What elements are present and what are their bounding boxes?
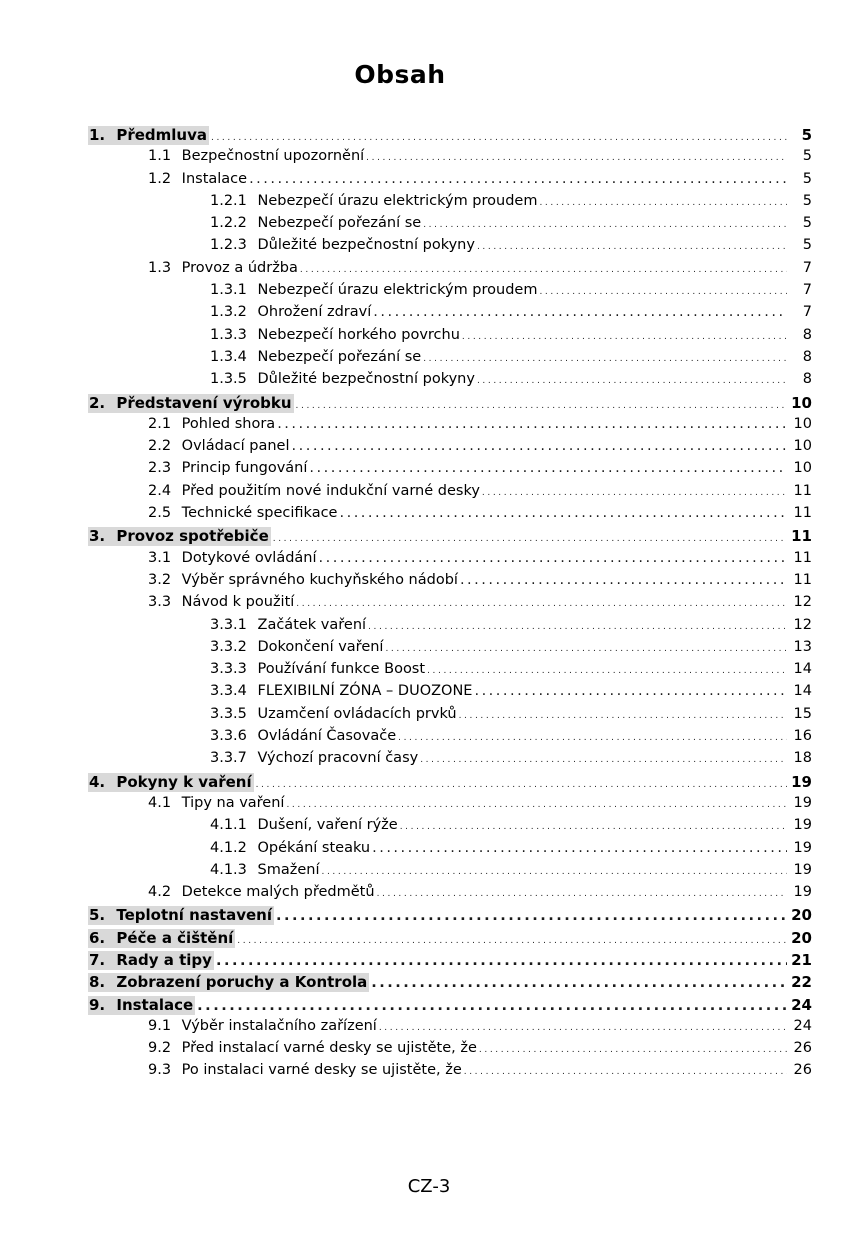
toc-entry-label: Před instalací varné desky se ujistěte, že	[177, 1040, 477, 1057]
toc-entry-number: 1.3.4	[210, 348, 247, 365]
toc-entry-label: Technické specifikace	[177, 505, 338, 522]
toc-entry-number: 1.2.1	[210, 192, 247, 209]
toc-entry	[88, 438, 812, 460]
toc-entry	[88, 906, 812, 928]
toc-entry-page: 21	[791, 950, 812, 969]
toc-entry-number: 2.3	[148, 460, 172, 477]
toc-entry-text	[210, 282, 537, 298]
toc-entry-page: 19	[793, 839, 812, 856]
toc-entry	[88, 193, 812, 215]
toc-entry	[88, 527, 812, 549]
toc-entry	[88, 304, 812, 326]
toc-leader-dots	[309, 460, 787, 476]
toc-entry-number: 9.	[89, 995, 106, 1014]
toc-leader-dots	[339, 505, 787, 521]
toc-leader-dots	[539, 282, 787, 298]
toc-entry-page: 14	[793, 683, 812, 700]
toc-entry-page: 10	[793, 438, 812, 455]
toc-entry-page: 12	[793, 594, 812, 611]
toc-leader-dots	[296, 594, 787, 610]
toc-entry-page: 19	[793, 794, 812, 811]
toc-entry-page: 13	[793, 638, 812, 655]
toc-entry-page: 11	[793, 549, 812, 566]
toc-entry-label: Ohrožení zdraví	[252, 304, 372, 321]
toc-leader-dots	[539, 193, 787, 209]
toc-entry	[88, 1018, 812, 1040]
toc-entry-text	[88, 394, 294, 413]
toc-entry	[88, 706, 812, 728]
toc-entry-text	[210, 617, 366, 633]
toc-leader-dots	[423, 349, 787, 365]
toc-entry-label: Představení výrobku	[111, 393, 292, 412]
toc-entry-page: 8	[802, 371, 812, 388]
toc-entry-label: Bezpečnostní upozornění	[177, 148, 365, 165]
toc-entry	[88, 327, 812, 349]
toc-entry	[88, 973, 812, 995]
toc-entry-text	[148, 416, 275, 432]
toc-leader-dots	[459, 706, 787, 722]
toc-entry-text	[210, 750, 418, 766]
toc-entry-label: Dotykové ovládání	[177, 549, 317, 566]
toc-entry	[88, 884, 812, 906]
toc-entry-page: 14	[793, 661, 812, 678]
toc-entry-page: 11	[793, 505, 812, 522]
toc-entry-text	[210, 327, 460, 343]
toc-entry-number: 8.	[89, 973, 106, 992]
toc-entry	[88, 817, 812, 839]
toc-leader-dots	[197, 996, 787, 1014]
toc-entry-text	[148, 1040, 477, 1056]
toc-entry-page: 10	[793, 415, 812, 432]
toc-entry-text	[210, 661, 425, 677]
toc-entry-page: 5	[802, 192, 812, 209]
toc-entry-text	[210, 349, 421, 365]
toc-leader-dots	[211, 126, 787, 144]
toc-entry-text	[148, 884, 375, 900]
toc-entry-number: 9.3	[148, 1062, 172, 1079]
toc-entry-number: 3.3.2	[210, 638, 247, 655]
toc-entry-page: 12	[793, 616, 812, 633]
toc-entry	[88, 951, 812, 973]
toc-entry-text	[148, 438, 290, 454]
toc-entry-label: Před použitím nové indukční varné desky	[177, 482, 480, 499]
toc-entry-number: 1.1	[148, 148, 172, 165]
toc-leader-dots	[423, 215, 787, 231]
toc-entry-text	[210, 193, 537, 209]
toc-leader-dots	[372, 840, 787, 856]
toc-entry	[88, 728, 812, 750]
toc-entry-number: 3.3.7	[210, 750, 247, 767]
toc-entry-number: 1.	[89, 126, 106, 144]
toc-entry-number: 5.	[89, 906, 106, 925]
toc-entry-number: 9.2	[148, 1040, 172, 1057]
toc-leader-dots	[296, 394, 787, 412]
toc-leader-dots	[385, 639, 787, 655]
toc-entry-text	[148, 171, 247, 187]
toc-entry-number: 2.4	[148, 482, 172, 499]
toc-entry-page: 16	[793, 728, 812, 745]
toc-leader-dots	[216, 951, 787, 969]
toc-entry-text	[210, 215, 421, 231]
toc-entry	[88, 773, 812, 795]
toc-leader-dots	[379, 1018, 787, 1034]
toc-entry-label: Nebezpečí pořezání se	[252, 348, 422, 365]
toc-entry-number: 4.1.1	[210, 817, 247, 834]
toc-entry-page: 7	[802, 304, 812, 321]
toc-entry-page: 15	[793, 705, 812, 722]
toc-leader-dots	[462, 327, 787, 343]
toc-entry-label: Rady a tipy	[111, 950, 212, 969]
toc-entry-page: 19	[793, 884, 812, 901]
toc-entry-page: 10	[791, 393, 812, 412]
toc-entry-label: Opékání steaku	[252, 839, 371, 856]
toc-entry-page: 8	[802, 348, 812, 365]
toc-entry	[88, 371, 812, 393]
toc-entry-page: 22	[791, 973, 812, 992]
toc-entry-label: Nebezpečí úrazu elektrickým proudem	[252, 282, 538, 299]
toc-entry-label: FLEXIBILNÍ ZÓNA – DUOZONE	[252, 683, 473, 700]
toc-entry	[88, 639, 812, 661]
toc-entry-number: 3.3.4	[210, 683, 247, 700]
toc-entry-page: 5	[802, 148, 812, 165]
toc-entry	[88, 594, 812, 616]
toc-entry-number: 2.	[89, 393, 106, 412]
toc-entry-number: 1.3	[148, 259, 172, 276]
toc-entry-page: 20	[791, 928, 812, 947]
toc-entry-label: Dokončení vaření	[252, 638, 384, 655]
toc-entry-number: 9.1	[148, 1017, 172, 1034]
toc-entry-label: Zobrazení poruchy a Kontrola	[111, 973, 368, 992]
toc-entry	[88, 126, 812, 148]
toc-entry-text	[88, 126, 209, 145]
toc-entry-text	[210, 706, 457, 722]
toc-entry-label: Dušení, vaření rýže	[252, 817, 398, 834]
toc-leader-dots	[377, 884, 787, 900]
toc-leader-dots	[300, 260, 787, 276]
toc-entry	[88, 862, 812, 884]
toc-entry	[88, 795, 812, 817]
table-of-contents	[88, 126, 812, 1085]
toc-entry-number: 1.3.3	[210, 326, 247, 343]
toc-leader-dots	[292, 438, 787, 454]
toc-entry-label: Pohled shora	[177, 415, 276, 432]
toc-entry-text	[88, 929, 235, 948]
toc-entry	[88, 483, 812, 505]
toc-leader-dots	[286, 795, 787, 811]
toc-entry-label: Ovládací panel	[177, 438, 290, 455]
toc-entry-text	[148, 1062, 462, 1078]
toc-entry-page: 10	[793, 460, 812, 477]
toc-leader-dots	[420, 750, 787, 766]
toc-entry-number: 7.	[89, 950, 106, 969]
toc-entry-text	[210, 683, 472, 699]
toc-entry-label: Po instalaci varné desky se ujistěte, že	[177, 1062, 462, 1079]
toc-leader-dots	[249, 171, 787, 187]
toc-entry	[88, 148, 812, 170]
toc-entry-label: Ovládání Časovače	[252, 728, 397, 745]
toc-entry-label: Smažení	[252, 861, 320, 878]
toc-entry-number: 3.3.5	[210, 705, 247, 722]
toc-entry-text	[210, 817, 398, 833]
toc-entry-page: 11	[791, 527, 812, 546]
toc-entry-label: Předmluva	[111, 126, 208, 144]
toc-entry-label: Návod k použití	[177, 594, 295, 611]
toc-entry-text	[148, 550, 317, 566]
toc-entry-number: 3.3	[148, 594, 172, 611]
page-footer: CZ-3	[407, 1176, 451, 1197]
toc-entry-label: Tipy na vaření	[177, 794, 285, 811]
toc-entry-page: 26	[793, 1062, 812, 1079]
toc-entry-number: 4.1.3	[210, 861, 247, 878]
toc-leader-dots	[276, 906, 787, 924]
toc-entry-number: 3.3.6	[210, 728, 247, 745]
toc-entry-label: Instalace	[177, 170, 248, 187]
toc-entry	[88, 260, 812, 282]
toc-entry-text	[210, 862, 319, 878]
toc-leader-dots	[237, 929, 787, 947]
toc-entry-label: Detekce malých předmětů	[177, 884, 375, 901]
toc-entry-number: 3.3.3	[210, 661, 247, 678]
toc-entry-page: 19	[791, 772, 812, 791]
toc-entry-number: 2.5	[148, 505, 172, 522]
toc-leader-dots	[427, 661, 787, 677]
toc-entry-text	[148, 572, 458, 588]
toc-entry-text	[88, 951, 214, 970]
toc-entry-text	[210, 237, 475, 253]
toc-entry-label: Teplotní nastavení	[111, 906, 272, 925]
toc-entry-number: 6.	[89, 928, 106, 947]
toc-entry	[88, 661, 812, 683]
toc-entry	[88, 750, 812, 772]
toc-entry-page: 20	[791, 906, 812, 925]
toc-entry-label: Důležité bezpečnostní pokyny	[252, 371, 475, 388]
page-title: Obsah	[354, 60, 446, 89]
toc-entry-page: 11	[793, 571, 812, 588]
toc-leader-dots	[474, 683, 787, 699]
toc-entry-label: Pokyny k vaření	[111, 772, 252, 791]
toc-leader-dots	[273, 527, 787, 545]
toc-entry-label: Instalace	[111, 995, 194, 1014]
toc-entry-page: 19	[793, 861, 812, 878]
toc-entry-number: 1.2.2	[210, 215, 247, 232]
toc-entry	[88, 349, 812, 371]
toc-entry-number: 1.2.3	[210, 237, 247, 254]
toc-entry-page: 19	[793, 817, 812, 834]
toc-entry-page: 24	[793, 1017, 812, 1034]
toc-leader-dots	[373, 304, 787, 320]
toc-entry-text	[88, 527, 271, 546]
toc-entry-number: 3.3.1	[210, 616, 247, 633]
toc-leader-dots	[482, 483, 787, 499]
toc-entry-number: 3.2	[148, 571, 172, 588]
toc-entry-label: Provoz a údržba	[177, 259, 298, 276]
toc-entry	[88, 237, 812, 259]
toc-entry-label: Výběr instalačního zařízení	[177, 1017, 377, 1034]
toc-entry-number: 1.2	[148, 170, 172, 187]
toc-entry	[88, 550, 812, 572]
toc-entry-number: 4.1	[148, 794, 172, 811]
toc-entry-page: 24	[791, 995, 812, 1014]
toc-leader-dots	[400, 817, 787, 833]
toc-entry-number: 4.	[89, 772, 106, 791]
toc-leader-dots	[398, 728, 787, 744]
toc-entry	[88, 1062, 812, 1084]
toc-leader-dots	[277, 416, 787, 432]
toc-entry	[88, 617, 812, 639]
toc-entry	[88, 460, 812, 482]
toc-leader-dots	[368, 617, 787, 633]
toc-entry-page: 5	[802, 215, 812, 232]
toc-entry-number: 1.3.1	[210, 282, 247, 299]
toc-leader-dots	[477, 237, 787, 253]
toc-entry-text	[148, 594, 294, 610]
toc-leader-dots	[321, 862, 787, 878]
toc-entry-number: 4.2	[148, 884, 172, 901]
toc-entry-text	[88, 773, 254, 792]
toc-entry-number: 3.	[89, 527, 106, 546]
toc-entry-page: 18	[793, 750, 812, 767]
toc-entry-text	[210, 371, 475, 387]
toc-entry-label: Uzamčení ovládacích prvků	[252, 705, 457, 722]
toc-leader-dots	[366, 148, 787, 164]
toc-entry-label: Nebezpečí úrazu elektrickým proudem	[252, 192, 538, 209]
toc-entry	[88, 1040, 812, 1062]
toc-leader-dots	[479, 1040, 787, 1056]
toc-entry-label: Provoz spotřebiče	[111, 527, 269, 546]
toc-entry-text	[148, 148, 364, 164]
toc-entry	[88, 683, 812, 705]
toc-entry-number: 2.2	[148, 438, 172, 455]
toc-entry-page: 7	[802, 259, 812, 276]
toc-entry-text	[148, 483, 480, 499]
toc-entry-number: 4.1.2	[210, 839, 247, 856]
toc-entry	[88, 416, 812, 438]
toc-entry-number: 2.1	[148, 415, 172, 432]
toc-entry-label: Výchozí pracovní časy	[252, 750, 419, 767]
toc-entry-text	[148, 795, 284, 811]
toc-entry	[88, 572, 812, 594]
toc-entry	[88, 929, 812, 951]
toc-entry-text	[210, 840, 370, 856]
toc-leader-dots	[464, 1062, 787, 1078]
toc-entry-text	[210, 639, 383, 655]
toc-leader-dots	[319, 550, 787, 566]
toc-entry-page: 5	[801, 126, 812, 144]
toc-entry	[88, 394, 812, 416]
toc-entry	[88, 840, 812, 862]
toc-entry-label: Princip fungování	[177, 460, 308, 477]
toc-entry-text	[210, 304, 371, 320]
toc-entry-page: 11	[793, 482, 812, 499]
toc-leader-dots	[256, 773, 787, 791]
toc-entry-label: Důležité bezpečnostní pokyny	[252, 237, 475, 254]
toc-leader-dots	[460, 572, 787, 588]
toc-entry-text	[210, 728, 396, 744]
toc-entry-number: 1.3.5	[210, 371, 247, 388]
toc-entry-label: Péče a čištění	[111, 928, 234, 947]
toc-entry	[88, 282, 812, 304]
toc-leader-dots	[371, 973, 787, 991]
toc-entry	[88, 215, 812, 237]
toc-entry-text	[148, 460, 307, 476]
toc-entry-label: Výběr správného kuchyňského nádobí	[177, 571, 458, 588]
toc-entry-page: 8	[802, 326, 812, 343]
toc-entry-page: 5	[802, 170, 812, 187]
toc-entry-text	[148, 260, 298, 276]
toc-entry-text	[148, 1018, 377, 1034]
toc-entry-label: Používání funkce Boost	[252, 661, 426, 678]
toc-leader-dots	[477, 371, 787, 387]
toc-entry	[88, 171, 812, 193]
toc-entry-label: Nebezpečí horkého povrchu	[252, 326, 460, 343]
toc-entry-text	[88, 973, 369, 992]
toc-entry-page: 7	[802, 282, 812, 299]
toc-entry-number: 3.1	[148, 549, 172, 566]
toc-entry-page: 26	[793, 1040, 812, 1057]
toc-entry-text	[88, 906, 274, 925]
toc-entry-label: Nebezpečí pořezání se	[252, 215, 422, 232]
toc-entry-text	[148, 505, 337, 521]
toc-entry-text	[88, 996, 195, 1015]
toc-entry	[88, 505, 812, 527]
toc-entry-label: Začátek vaření	[252, 616, 367, 633]
toc-entry-page: 5	[802, 237, 812, 254]
toc-entry-number: 1.3.2	[210, 304, 247, 321]
toc-entry	[88, 996, 812, 1018]
